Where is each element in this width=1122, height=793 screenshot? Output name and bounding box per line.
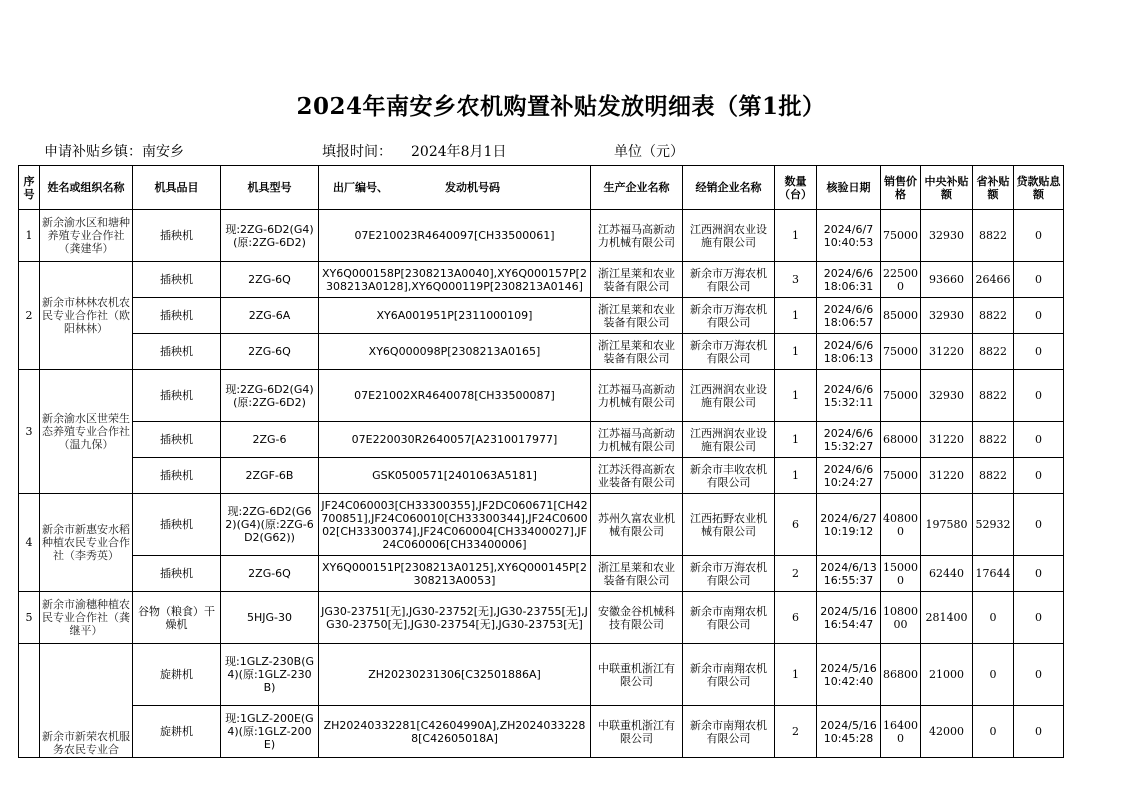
cell-dealer: 新余市南翔农机有限公司 <box>683 592 775 644</box>
cell-date: 2024/5/16 10:45:28 <box>817 706 881 758</box>
cell-price: 75000 <box>881 458 921 494</box>
cell-model: 2ZGF-6B <box>221 458 319 494</box>
cell-province: 17644 <box>973 556 1014 592</box>
header-qty: 数量（台） <box>775 166 817 210</box>
cell-province: 8822 <box>973 422 1014 458</box>
cell-province: 52932 <box>973 494 1014 556</box>
header-maker: 生产企业名称 <box>591 166 683 210</box>
cell-item: 插秧机 <box>133 370 221 422</box>
table-row <box>19 706 1064 758</box>
cell-qty: 1 <box>775 458 817 494</box>
cell-code: XY6Q000158P[2308213A0040],XY6Q000157P[2308213A0128],XY6Q000119P[2308213A0146] <box>319 262 591 298</box>
cell-maker: 浙江星莱和农业装备有限公司 <box>591 298 683 334</box>
cell-central: 42000 <box>921 706 973 758</box>
header-name: 姓名或组织名称 <box>40 166 133 210</box>
cell-loan: 0 <box>1014 706 1064 758</box>
cell-model: 现:1GLZ-200E(G4)(原:1GLZ-200E) <box>221 706 319 758</box>
header-date: 核验日期 <box>817 166 881 210</box>
cell-dealer: 江西洲润农业设施有限公司 <box>683 210 775 262</box>
cell-item: 插秧机 <box>133 458 221 494</box>
cell-model: 2ZG-6Q <box>221 334 319 370</box>
cell-code: 07E210023R4640097[CH33500061] <box>319 210 591 262</box>
cell-date: 2024/6/13 16:55:37 <box>817 556 881 592</box>
cell-code: 07E21002XR4640078[CH33500087] <box>319 370 591 422</box>
header-central: 中央补贴额 <box>921 166 973 210</box>
cell-loan: 0 <box>1014 458 1064 494</box>
cell-price: 86800 <box>881 644 921 706</box>
cell-maker: 江苏福马高新动力机械有限公司 <box>591 210 683 262</box>
cell-date: 2024/6/6 18:06:31 <box>817 262 881 298</box>
cell-qty: 1 <box>775 298 817 334</box>
cell-dealer: 江西洲润农业设施有限公司 <box>683 422 775 458</box>
cell-central: 31220 <box>921 458 973 494</box>
cell-price: 75000 <box>881 370 921 422</box>
cell-price: 225000 <box>881 262 921 298</box>
cell-province: 8822 <box>973 458 1014 494</box>
fill-date-value: 2024年8月1日 <box>411 144 507 160</box>
cell-qty: 1 <box>775 370 817 422</box>
table-row <box>19 422 1064 458</box>
cell-loan: 0 <box>1014 298 1064 334</box>
cell-model: 现:2ZG-6D2(G4)(原:2ZG-6D2) <box>221 370 319 422</box>
cell-dealer: 新余市万海农机有限公司 <box>683 556 775 592</box>
cell-central: 281400 <box>921 592 973 644</box>
cell-qty: 2 <box>775 706 817 758</box>
cell-province: 0 <box>973 706 1014 758</box>
cell-central: 32930 <box>921 298 973 334</box>
cell-item: 谷物（粮食）干燥机 <box>133 592 221 644</box>
cell-date: 2024/6/6 15:32:27 <box>817 422 881 458</box>
cell-code: GSK0500571[2401063A5181] <box>319 458 591 494</box>
cell-price: 85000 <box>881 298 921 334</box>
fill-date-label: 填报时间： <box>322 144 392 160</box>
cell-maker: 江苏福马高新动力机械有限公司 <box>591 370 683 422</box>
cell-seq: 4 <box>19 494 40 592</box>
cell-loan: 0 <box>1014 592 1064 644</box>
header-province: 省补贴额 <box>973 166 1014 210</box>
cell-code: XY6Q000098P[2308213A0165] <box>319 334 591 370</box>
table-row <box>19 262 1064 298</box>
cell-model: 现:2ZG-6D2(G4)(原:2ZG-6D2) <box>221 210 319 262</box>
cell-maker: 苏州久富农业机械有限公司 <box>591 494 683 556</box>
cell-loan: 0 <box>1014 262 1064 298</box>
cell-maker: 浙江星莱和农业装备有限公司 <box>591 262 683 298</box>
cell-item: 插秧机 <box>133 298 221 334</box>
cell-price: 68000 <box>881 422 921 458</box>
cell-maker: 江苏沃得高新农业装备有限公司 <box>591 458 683 494</box>
cell-date: 2024/5/16 10:42:40 <box>817 644 881 706</box>
cell-applicant: 新余市新惠安水稻种植农民专业合作社（李秀英） <box>40 494 133 592</box>
unit-label: 单位（元） <box>614 144 684 160</box>
cell-qty: 3 <box>775 262 817 298</box>
cell-qty: 1 <box>775 422 817 458</box>
table-row <box>19 334 1064 370</box>
cell-maker: 中联重机浙江有限公司 <box>591 644 683 706</box>
cell-loan: 0 <box>1014 370 1064 422</box>
cell-applicant: 新余渝水区世荣生态养殖专业合作社（温九保） <box>40 370 133 494</box>
cell-central: 31220 <box>921 334 973 370</box>
cell-item: 插秧机 <box>133 262 221 298</box>
cell-date: 2024/6/6 18:06:13 <box>817 334 881 370</box>
cell-date: 2024/6/6 18:06:57 <box>817 298 881 334</box>
cell-dealer: 江西拓野农业机械有限公司 <box>683 494 775 556</box>
header-code <box>319 166 591 210</box>
cell-code: XY6A001951P[2311000109] <box>319 298 591 334</box>
cell-qty: 6 <box>775 494 817 556</box>
cell-date: 2024/5/16 16:54:47 <box>817 592 881 644</box>
cell-central: 21000 <box>921 644 973 706</box>
cell-model: 现:1GLZ-230B(G4)(原:1GLZ-230B) <box>221 644 319 706</box>
cell-maker: 安徽金谷机械科技有限公司 <box>591 592 683 644</box>
header-item: 机具品目 <box>133 166 221 210</box>
cell-price: 150000 <box>881 556 921 592</box>
cell-dealer: 新余市南翔农机有限公司 <box>683 706 775 758</box>
cell-seq <box>19 644 40 758</box>
page-title: 2024年南安乡农机购置补贴发放明细表（第1批） <box>296 93 826 120</box>
cell-item: 旋耕机 <box>133 706 221 758</box>
table-row <box>19 494 1064 556</box>
table-row <box>19 298 1064 334</box>
cell-applicant: 新余市渝穗种植农民专业合作社（龚继平） <box>40 592 133 644</box>
cell-province: 0 <box>973 592 1014 644</box>
cell-applicant: 新余市林林农机农民专业合作社（欧阳林林） <box>40 262 133 370</box>
cell-qty: 1 <box>775 210 817 262</box>
cell-code: ZH20240332281[C42604990A],ZH20240332288[C42605018A] <box>319 706 591 758</box>
cell-dealer: 新余市万海农机有限公司 <box>683 298 775 334</box>
cell-province: 8822 <box>973 298 1014 334</box>
cell-dealer: 新余市丰收农机有限公司 <box>683 458 775 494</box>
table-row <box>19 210 1064 262</box>
cell-central: 93660 <box>921 262 973 298</box>
cell-loan: 0 <box>1014 556 1064 592</box>
cell-date: 2024/6/6 10:24:27 <box>817 458 881 494</box>
header-loan: 贷款贴息额 <box>1014 166 1064 210</box>
cell-qty: 1 <box>775 644 817 706</box>
header-seq: 序号 <box>19 166 40 210</box>
cell-loan: 0 <box>1014 210 1064 262</box>
cell-qty: 1 <box>775 334 817 370</box>
cell-maker: 浙江星莱和农业装备有限公司 <box>591 334 683 370</box>
cell-model: 2ZG-6Q <box>221 262 319 298</box>
cell-loan: 0 <box>1014 334 1064 370</box>
cell-province: 8822 <box>973 370 1014 422</box>
cell-applicant: 新余市新荣农机服务农民专业合 <box>40 644 133 758</box>
cell-code: XY6Q000151P[2308213A0125],XY6Q000145P[2308213A0053] <box>319 556 591 592</box>
table-row <box>19 458 1064 494</box>
cell-seq: 5 <box>19 592 40 644</box>
cell-maker: 江苏福马高新动力机械有限公司 <box>591 422 683 458</box>
cell-date: 2024/6/6 15:32:11 <box>817 370 881 422</box>
cell-dealer: 新余市南翔农机有限公司 <box>683 644 775 706</box>
table-row <box>19 370 1064 422</box>
cell-price: 75000 <box>881 210 921 262</box>
cell-province: 8822 <box>973 334 1014 370</box>
cell-maker: 浙江星莱和农业装备有限公司 <box>591 556 683 592</box>
cell-code: JG30-23751[无],JG30-23752[无],JG30-23755[无],JG30-23750[无],JG30-23754[无],JG30-23753[无] <box>319 592 591 644</box>
cell-item: 插秧机 <box>133 494 221 556</box>
cell-model: 现:2ZG-6D2(G62)(G4)(原:2ZG-6D2(G62)) <box>221 494 319 556</box>
cell-date: 2024/6/27 10:19:12 <box>817 494 881 556</box>
cell-seq: 3 <box>19 370 40 494</box>
cell-dealer: 新余市万海农机有限公司 <box>683 262 775 298</box>
cell-loan: 0 <box>1014 644 1064 706</box>
cell-item: 插秧机 <box>133 334 221 370</box>
cell-price: 408000 <box>881 494 921 556</box>
header-code-b: 发动机号码 <box>445 181 500 194</box>
table-row <box>19 644 1064 706</box>
subsidy-table-wrapper <box>18 165 1063 756</box>
cell-date: 2024/6/7 10:40:53 <box>817 210 881 262</box>
table-row <box>19 556 1064 592</box>
cell-price: 75000 <box>881 334 921 370</box>
cell-price: 164000 <box>881 706 921 758</box>
cell-seq: 2 <box>19 262 40 370</box>
cell-qty: 2 <box>775 556 817 592</box>
cell-central: 197580 <box>921 494 973 556</box>
cell-code: JF24C060003[CH33300355],JF2DC060671[CH42700851],JF24C060010[CH33300344],JF24C060002[CH33300374],JF24C060004[CH33400027],JF24C060006[CH33400006] <box>319 494 591 556</box>
cell-central: 32930 <box>921 370 973 422</box>
header-code-a: 出厂编号、 <box>333 181 388 194</box>
cell-central: 62440 <box>921 556 973 592</box>
cell-item: 插秧机 <box>133 210 221 262</box>
header-model: 机具型号 <box>221 166 319 210</box>
cell-province: 8822 <box>973 210 1014 262</box>
cell-model: 2ZG-6Q <box>221 556 319 592</box>
cell-province: 0 <box>973 644 1014 706</box>
cell-model: 2ZG-6 <box>221 422 319 458</box>
cell-model: 5HJG-30 <box>221 592 319 644</box>
cell-code: ZH20230231306[C32501886A] <box>319 644 591 706</box>
cell-province: 26466 <box>973 262 1014 298</box>
cell-central: 32930 <box>921 210 973 262</box>
cell-applicant: 新余渝水区和塘种养殖专业合作社（龚建华） <box>40 210 133 262</box>
cell-central: 31220 <box>921 422 973 458</box>
cell-dealer: 新余市万海农机有限公司 <box>683 334 775 370</box>
table-row <box>19 592 1064 644</box>
header-row <box>19 166 1064 210</box>
cell-loan: 0 <box>1014 494 1064 556</box>
cell-item: 插秧机 <box>133 556 221 592</box>
cell-price: 1080000 <box>881 592 921 644</box>
header-dealer: 经销企业名称 <box>683 166 775 210</box>
cell-loan: 0 <box>1014 422 1064 458</box>
header-price: 销售价格 <box>881 166 921 210</box>
cell-maker: 中联重机浙江有限公司 <box>591 706 683 758</box>
cell-qty: 6 <box>775 592 817 644</box>
subsidy-table <box>18 165 1064 758</box>
cell-code: 07E220030R2640057[A2310017977] <box>319 422 591 458</box>
cell-dealer: 江西洲润农业设施有限公司 <box>683 370 775 422</box>
cell-item: 旋耕机 <box>133 644 221 706</box>
applicant-town: 申请补贴乡镇：南安乡 <box>44 144 184 160</box>
cell-seq: 1 <box>19 210 40 262</box>
cell-model: 2ZG-6A <box>221 298 319 334</box>
cell-item: 插秧机 <box>133 422 221 458</box>
